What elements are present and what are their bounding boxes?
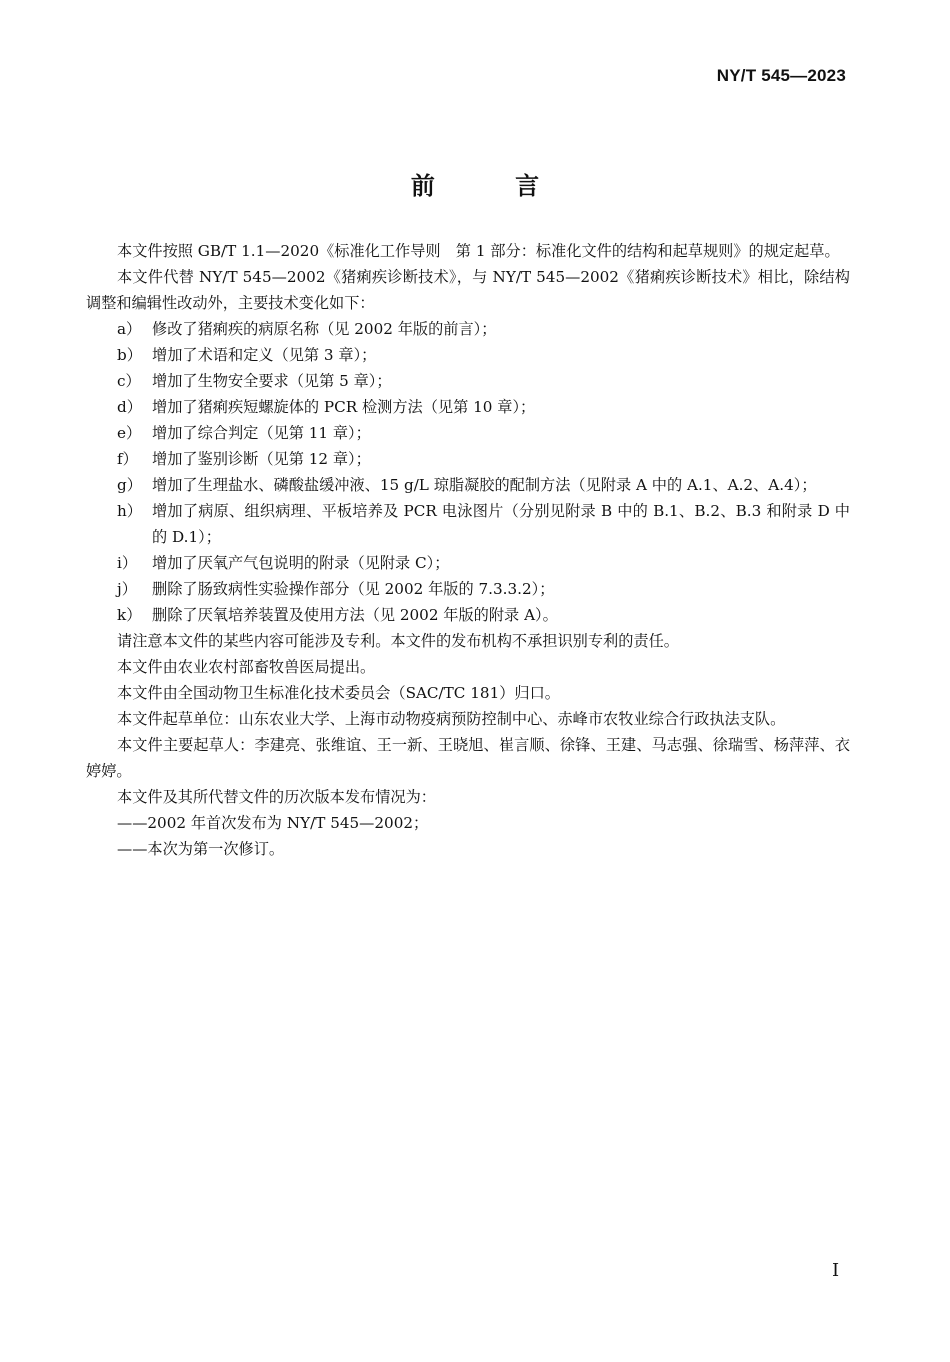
list-marker: h） [117, 502, 142, 520]
list-marker: k） [117, 606, 142, 624]
list-item [86, 342, 850, 368]
foreword-body [86, 238, 850, 862]
list-item [86, 394, 850, 420]
paragraph-centralized-by: 本文件由全国动物卫生标准化技术委员会（SAC/TC 181）归口。 [117, 684, 560, 702]
paragraph-replaces: 本文件代替 NY/T 545—2002《猪痢疾诊断技术》，与 NY/T 545—2002《猪痢疾诊断技术》相比，除结构调整和编辑性改动外，主要技术变化如下： [86, 268, 850, 312]
list-item-text: 删除了肠致病性实验操作部分（见 2002 年版的 7.3.3.2）； [152, 580, 555, 598]
list-marker: c） [117, 372, 141, 390]
paragraph-drafting-units: 本文件起草单位：山东农业大学、上海市动物疫病预防控制中心、赤峰市农牧业综合行政执法支队。 [117, 710, 786, 728]
list-item [86, 550, 850, 576]
list-marker: e） [117, 424, 142, 442]
document-code: NY/T 545—2023 [716, 66, 846, 85]
history-item: ——本次为第一次修订。 [117, 840, 285, 858]
paragraph-version-history: 本文件及其所代替文件的历次版本发布情况为： [117, 788, 436, 806]
changes-list [86, 316, 850, 628]
list-marker: a） [117, 320, 142, 338]
list-item-text: 增加了猪痢疾短螺旋体的 PCR 检测方法（见第 10 章）； [152, 398, 536, 416]
list-marker: d） [117, 398, 142, 416]
paragraph-patent-notice: 请注意本文件的某些内容可能涉及专利。本文件的发布机构不承担识别专利的责任。 [117, 632, 679, 650]
list-marker: g） [117, 476, 142, 494]
list-marker: f） [117, 450, 138, 468]
list-item-text: 增加了厌氧产气包说明的附录（见附录 C）； [152, 554, 450, 572]
history-item: ——2002 年首次发布为 NY/T 545—2002； [117, 814, 429, 832]
page-number: I [832, 1260, 840, 1281]
list-item-text: 增加了生理盐水、磷酸盐缓冲液、15 g/L 琼脂凝胶的配制方法（见附录 A 中的 A.1、A.2、A.4）； [152, 476, 817, 494]
list-item-text: 增加了病原、组织病理、平板培养及 PCR 电泳图片（分别见附录 B 中的 B.1、B.2、B.3 和附录 D 中的 D.1）； [152, 502, 850, 546]
list-item [86, 602, 850, 628]
paragraph-proposed-by: 本文件由农业农村部畜牧兽医局提出。 [117, 658, 376, 676]
list-marker: j） [117, 580, 137, 598]
list-item-text: 增加了综合判定（见第 11 章）； [152, 424, 371, 442]
list-item-text: 增加了生物安全要求（见第 5 章）； [152, 372, 392, 390]
list-item [86, 498, 850, 550]
list-item-text: 增加了术语和定义（见第 3 章）； [152, 346, 377, 364]
list-marker: b） [117, 346, 142, 364]
list-item [86, 420, 850, 446]
list-marker: i） [117, 554, 138, 572]
list-item [86, 446, 850, 472]
paragraph-drafters: 本文件主要起草人：李建亮、张维谊、王一新、王晓旭、崔言顺、徐锋、王建、马志强、徐瑞雪、杨萍萍、衣婷婷。 [86, 736, 850, 780]
list-item-text: 增加了鉴别诊断（见第 12 章）； [152, 450, 371, 468]
list-item-text: 修改了猪痢疾的病原名称（见 2002 年版的前言）； [152, 320, 497, 338]
paragraph-drafting-rules: 本文件按照 GB/T 1.1—2020《标准化工作导则 第 1 部分：标准化文件的结构和起草规则》的规定起草。 [117, 242, 840, 260]
list-item [86, 368, 850, 394]
page-title: 前 言 [410, 172, 576, 200]
list-item [86, 472, 850, 498]
list-item-text: 删除了厌氧培养装置及使用方法（见 2002 年版的附录 A）。 [152, 606, 558, 624]
list-item [86, 576, 850, 602]
list-item [86, 316, 850, 342]
